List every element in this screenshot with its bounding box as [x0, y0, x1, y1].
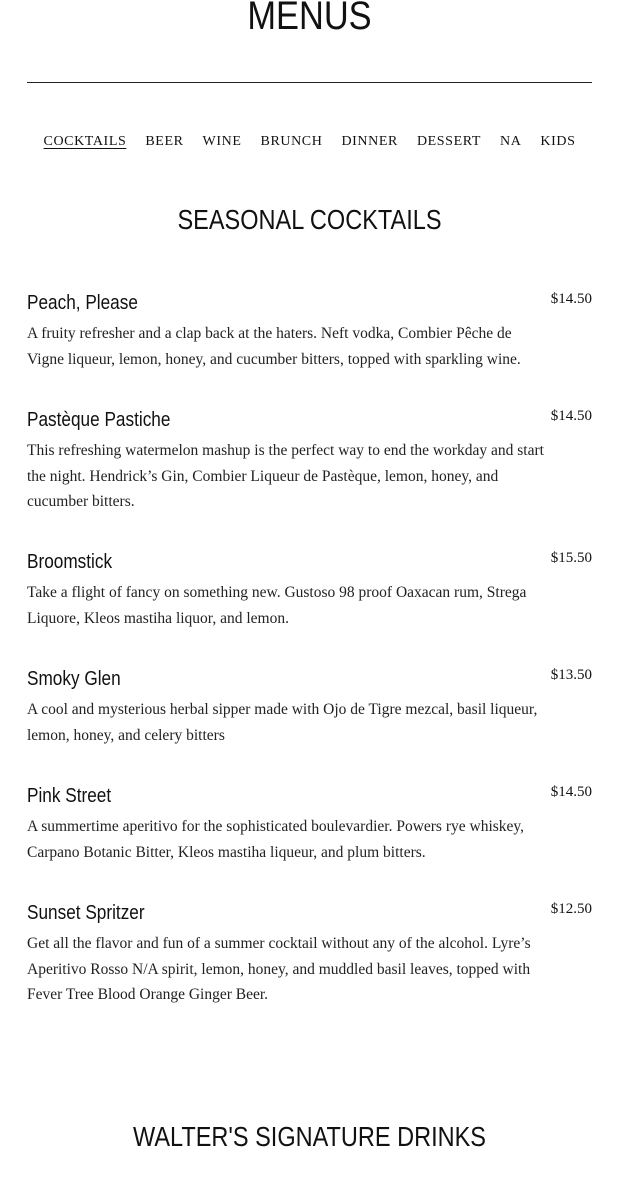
menu-item: [27, 782, 592, 865]
nav-tab-wine[interactable]: WINE: [202, 134, 242, 149]
menu-item: [27, 665, 592, 748]
nav-tab-kids[interactable]: KIDS: [540, 134, 576, 149]
nav-tab-brunch[interactable]: BRUNCH: [260, 134, 323, 149]
nav-tab-cocktails[interactable]: COCKTAILS: [43, 134, 127, 149]
nav-tab-dinner[interactable]: DINNER: [341, 134, 398, 149]
menu-category-nav: [0, 134, 619, 150]
menu-item-price: $14.50: [550, 784, 592, 800]
section-title-seasonal-cocktails: SEASONAL COCKTAILS: [177, 204, 442, 235]
menu-item-name: Sunset Spritzer: [27, 902, 145, 924]
menu-item-price: $12.50: [550, 901, 592, 917]
menu-item-price: $14.50: [550, 408, 592, 424]
menu-item-description: Get all the flavor and fun of a summer cocktail without any of the alcohol. Lyre’s Aperitivo Rosso N/A spirit, lemon, honey, and muddled basil leaves, topped with Fever Tree Blood Orange Ginger Beer.: [27, 935, 531, 1004]
menu-item: [27, 289, 592, 372]
menu-item-name: Smoky Glen: [27, 668, 121, 690]
nav-tab-na[interactable]: NA: [499, 134, 522, 149]
menu-item-description: Take a flight of fancy on something new. Gustoso 98 proof Oaxacan rum, Strega Liquore, Kleos mastiha liquor, and lemon.: [27, 584, 527, 627]
menu-item-name: Pastèque Pastiche: [27, 409, 171, 431]
menu-item-price: $13.50: [550, 667, 592, 683]
menu-item-name: Peach, Please: [27, 292, 138, 314]
nav-tab-dessert[interactable]: DESSERT: [416, 134, 481, 149]
menu-item-name: Broomstick: [27, 551, 113, 573]
menu-item: [27, 899, 592, 1008]
page-title: MENUS: [247, 0, 372, 38]
section-title-signature-drinks: WALTER'S SIGNATURE DRINKS: [133, 1121, 486, 1152]
menu-item-price: $14.50: [550, 291, 592, 307]
menu-item-description: This refreshing watermelon mashup is the perfect way to end the workday and start the night. Hendrick’s Gin, Combier Liqueur de Pastèque, lemon, honey, and cucumber bitters.: [27, 442, 544, 511]
menu-item-description: A cool and mysterious herbal sipper made with Ojo de Tigre mezcal, basil liqueur, lemon, honey, and celery bitters: [27, 701, 538, 744]
nav-tab-beer[interactable]: BEER: [145, 134, 184, 149]
menu-item-name: Pink Street: [27, 785, 112, 807]
menu-item-price: $15.50: [550, 550, 592, 566]
title-divider: [27, 82, 592, 83]
menu-item: [27, 548, 592, 631]
menu-item: [27, 406, 592, 515]
menu-item-description: A summertime aperitivo for the sophisticated boulevardier. Powers rye whiskey, Carpano Botanic Bitter, Kleos mastiha liqueur, and plum bitters.: [27, 818, 525, 861]
menu-item-description: A fruity refresher and a clap back at the haters. Neft vodka, Combier Pêche de Vigne liqueur, lemon, honey, and cucumber bitters, topped with sparkling wine.: [27, 325, 521, 368]
